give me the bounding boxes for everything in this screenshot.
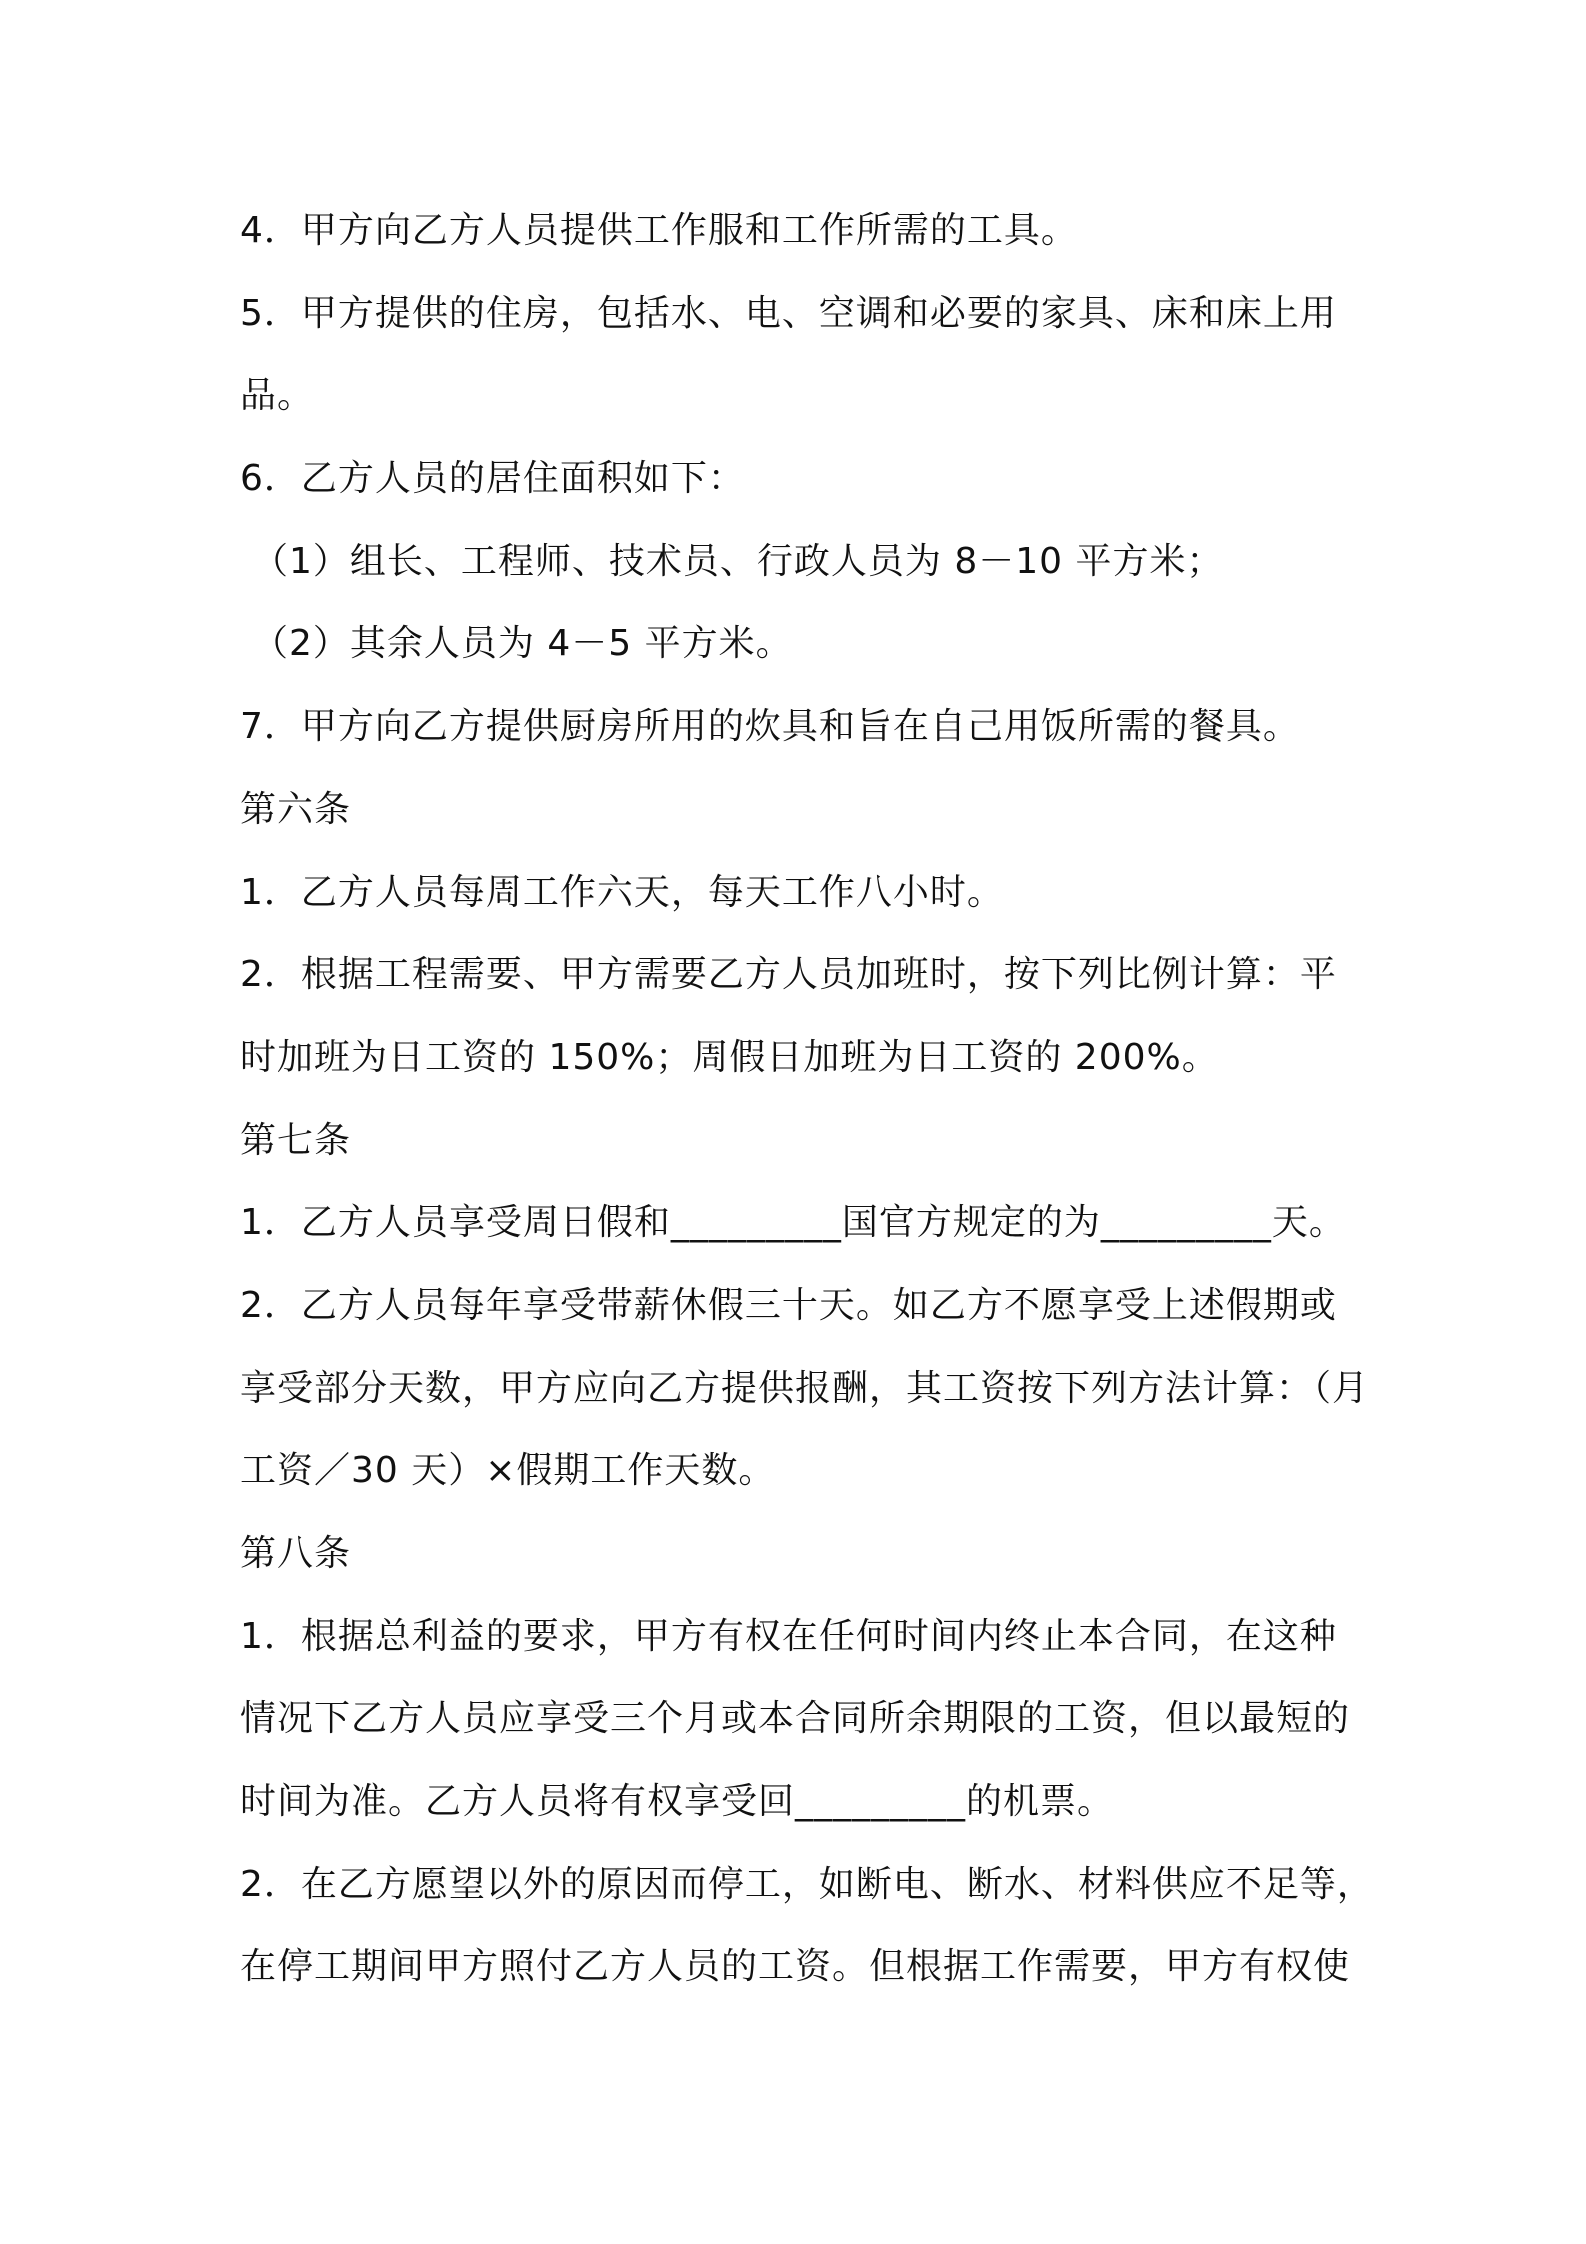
- clause-8-item-1-continued-1: 情况下乙方人员应享受三个月或本合同所余期限的工资，但以最短的: [240, 1698, 1351, 1739]
- clause-7-item-2-continued-2: 工资／30 天）×假期工作天数。: [240, 1450, 776, 1491]
- clause-8-item-2-continued: 在停工期间甲方照付乙方人员的工资。但根据工作需要，甲方有权使: [240, 1946, 1351, 1987]
- clause-7-item-1: 1．乙方人员享受周日假和_________国官方规定的为_________天。: [240, 1202, 1346, 1243]
- clause-8-item-1-continued-2: 时间为准。乙方人员将有权享受回_________的机票。: [240, 1781, 1115, 1822]
- clause-8-item-1: 1．根据总利益的要求，甲方有权在任何时间内终止本合同，在这种: [240, 1616, 1337, 1657]
- clause-6-item-2-continued: 时加班为日工资的 150%；周假日加班为日工资的 200%。: [240, 1037, 1219, 1078]
- clause-5-item-6-sub-2: （2）其余人员为 4－5 平方米。: [252, 623, 793, 664]
- clause-7-item-2-continued-1: 享受部分天数，甲方应向乙方提供报酬，其工资按下列方法计算：（月: [240, 1368, 1370, 1409]
- clause-8-item-2: 2．在乙方愿望以外的原因而停工，如断电、断水、材料供应不足等，: [240, 1864, 1374, 1905]
- clause-5-item-5: 5．甲方提供的住房，包括水、电、空调和必要的家具、床和床上用: [240, 293, 1337, 334]
- clause-8-heading: 第八条: [240, 1533, 352, 1574]
- clause-6-heading: 第六条: [240, 789, 352, 830]
- clause-5-item-6: 6．乙方人员的居住面积如下：: [240, 458, 745, 499]
- clause-5-item-4: 4．甲方向乙方人员提供工作服和工作所需的工具。: [240, 210, 1078, 251]
- clause-5-item-5-continued: 品。: [240, 375, 315, 416]
- clause-7-item-2: 2．乙方人员每年享受带薪休假三十天。如乙方不愿享受上述假期或: [240, 1285, 1337, 1326]
- clause-6-item-1: 1．乙方人员每周工作六天，每天工作八小时。: [240, 872, 1004, 913]
- clause-5-item-7: 7．甲方向乙方提供厨房所用的炊具和旨在自己用饭所需的餐具。: [240, 706, 1300, 747]
- clause-7-heading: 第七条: [240, 1120, 352, 1161]
- clause-5-item-6-sub-1: （1）组长、工程师、技术员、行政人员为 8－10 平方米；: [252, 541, 1224, 582]
- clause-6-item-2: 2．根据工程需要、甲方需要乙方人员加班时，按下列比例计算：平: [240, 954, 1337, 995]
